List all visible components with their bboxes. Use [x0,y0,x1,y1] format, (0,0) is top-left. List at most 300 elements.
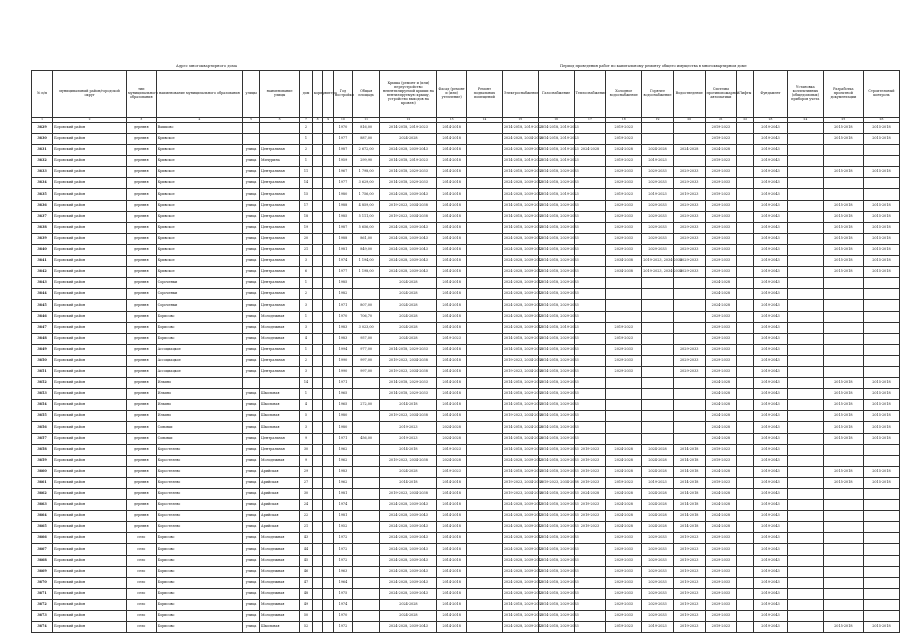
table-cell: 2019-2023, 2034-2038 [380,200,437,211]
table-cell: 2024-2028 [705,378,737,389]
table-cell [352,544,379,555]
row-number: 3634 [32,178,53,189]
table-cell: 2014-2018 [380,400,437,411]
table-cell: село [127,544,157,555]
table-cell: 2014-2018, 2029-2033 [538,500,574,511]
table-cell: 2019-2023, 2034-2038 [502,411,538,422]
table-cell [466,500,502,511]
table-cell: улица [243,400,260,411]
table-cell [466,366,502,377]
column-header: Год постройки [333,71,352,118]
table-cell: деревня [127,477,157,488]
table-cell: 2029-2033 [606,566,642,577]
row-number: 3672 [32,599,53,610]
table-cell: 2029-2033 [606,588,642,599]
table-cell: Боровский район [53,500,127,511]
table-cell [574,267,606,278]
table-cell: Центральная [260,145,300,156]
row-number: 3644 [32,289,53,300]
column-header: наименование улицы [260,71,300,118]
table-cell: Коростелево [156,522,243,533]
table-cell: 2029-2033 [642,222,674,233]
table-cell [737,244,754,255]
table-cell: 2019-2023 [606,333,642,344]
table-cell: Боровский район [53,322,127,333]
table-cell: 2024-2028, 2039-2043 [502,533,538,544]
table-cell: 2014-2018 [437,355,467,366]
table-cell: 1964 [333,577,352,588]
table-cell: 2014-2018 [437,555,467,566]
table-cell: 2014-2018, 2029-2033 [538,566,574,577]
table-cell: 2024-2028 [574,145,606,156]
table-cell: 2 [300,122,313,133]
table-cell: 1980 [333,411,352,422]
table-cell [466,244,502,255]
table-cell [574,278,606,289]
table-cell: Боровский район [53,267,127,278]
table-cell: 2024-2028 [606,444,642,455]
table-cell: 2029-2033 [705,233,737,244]
table-row [32,344,900,355]
table-cell [466,300,502,311]
table-cell: 2014-2018 [673,444,705,455]
table-cell [673,422,705,433]
table-cell [606,289,642,300]
table-cell: 1 [300,278,313,289]
table-cell [737,366,754,377]
table-cell: 2014-2018 [437,211,467,222]
table-cell [787,522,823,533]
table-cell: улица [243,544,260,555]
table-cell: 2014-2018, 2019-2023 [538,322,574,333]
table-cell: улица [243,622,260,633]
table-cell [466,355,502,366]
table-cell: 2029-2033 [705,322,737,333]
table-cell: 2019-2043 [754,500,788,511]
column-number: 23 [754,118,788,123]
table-cell: 2014-2018, 2029-2033 [538,511,574,522]
table-cell [787,366,823,377]
table-cell [642,411,674,422]
table-cell: 957,00 [352,333,379,344]
table-cell [787,322,823,333]
table-cell: 2019-2023, 2034-2038 [642,256,674,267]
table-cell [323,278,334,289]
table-cell: 2024-2028, 2039-2043 [380,522,437,533]
table-cell: 2024-2028, 2039-2043 [502,256,538,267]
column-number: 15 [502,118,538,123]
table-cell: 2014-2018, 2029-2033 [538,333,574,344]
table-row [32,444,900,455]
table-cell: Коростелево [156,455,243,466]
table-cell: село [127,533,157,544]
table-cell: 1 [300,311,313,322]
table-cell: 1 [300,134,313,145]
table-cell: 2024-2028 [705,389,737,400]
table-cell [466,222,502,233]
table-row [32,466,900,477]
table-cell: 2014-2018 [437,311,467,322]
table-cell [466,189,502,200]
table-cell [737,522,754,533]
column-number: 7 [300,118,313,123]
table-cell: улица [243,222,260,233]
row-number: 3659 [32,455,53,466]
table-cell: 2019-2043 [754,289,788,300]
table-row [32,577,900,588]
table-cell: 2029-2033 [705,611,737,622]
table-cell: Ассоциацкое [156,355,243,366]
table-cell: 2019-2023 [673,555,705,566]
table-cell: деревня [127,167,157,178]
table-cell: 2024-2028, 2034-2038 [502,134,538,145]
table-cell [323,311,334,322]
table-row [32,134,900,145]
column-header: № п/п [32,71,53,118]
table-cell: Молодежная [260,611,300,622]
table-cell: 2015-2018 [823,477,863,488]
table-cell [673,433,705,444]
table-cell [574,544,606,555]
table-cell: 2019-2023 [606,622,642,633]
table-cell: деревня [127,211,157,222]
table-cell [352,622,379,633]
table-cell [312,599,323,610]
table-cell: улица [243,267,260,278]
table-cell: Сороченки [156,289,243,300]
table-cell: 2029-2033 [606,222,642,233]
table-cell: 2024-2028 [380,300,437,311]
row-number: 3666 [32,533,53,544]
table-cell [737,455,754,466]
table-cell: 2014-2018, 2029-2033 [538,489,574,500]
table-cell: 2024-2028, 2039-2043 [380,544,437,555]
table-cell [606,389,642,400]
table-cell: 2024-2028 [705,522,737,533]
table-cell: деревня [127,156,157,167]
table-cell: деревня [127,189,157,200]
table-cell [737,444,754,455]
table-cell: 2019-2023 [642,477,674,488]
table-cell: 2015-2018 [823,134,863,145]
table-cell: 2014-2018, 2029-2033 [538,366,574,377]
table-cell: 1 756,00 [352,189,379,200]
table-cell: 1959 [333,156,352,167]
table-cell [787,267,823,278]
table-cell: 2029-2033 [642,599,674,610]
table-cell [312,555,323,566]
table-cell: 2014-2018, 2019-2023 [380,156,437,167]
table-cell [737,466,754,477]
table-cell [863,444,899,455]
table-cell: Кривское [156,156,243,167]
table-cell: 2029-2033 [606,544,642,555]
table-cell: 272,00 [352,400,379,411]
table-row [32,433,900,444]
table-cell [466,122,502,133]
table-cell: 2014-2018, 2029-2033 [538,444,574,455]
table-cell: 2014-2018, 2029-2033 [538,311,574,322]
table-cell: 1970 [333,311,352,322]
table-cell: 1975 [333,588,352,599]
table-cell: 2015-2018 [823,400,863,411]
table-cell [323,256,334,267]
table-cell: 2029-2033 [705,599,737,610]
table-cell: 2014-2018, 2019-2023 [502,156,538,167]
table-cell: 2014-2018 [673,466,705,477]
table-cell: деревня [127,311,157,322]
table-cell: 2029-2033 [673,244,705,255]
table-cell [323,145,334,156]
table-cell: 2014-2018 [673,477,705,488]
table-cell: 18 [300,211,313,222]
table-cell: 2014-2018, 2029-2033 [538,599,574,610]
table-cell: Боровский район [53,211,127,222]
table-cell: 2015-2018 [823,244,863,255]
table-cell: 2019-2043 [754,355,788,366]
table-cell [352,577,379,588]
table-cell: Школьная [260,422,300,433]
header-row [32,71,900,118]
table-cell: 2019-2023 [606,189,642,200]
table-cell: деревня [127,433,157,444]
table-cell: 1987 [333,145,352,156]
table-cell: 50 [300,611,313,622]
table-cell [823,189,863,200]
table-cell: 2019-2023 [574,511,606,522]
table-cell: 299,90 [352,156,379,167]
table-cell: 2019-2043 [754,311,788,322]
table-cell: 2024-2028, 2039-2043 [502,289,538,300]
column-header: Холодное водоснабжение [606,71,642,118]
table-cell [312,289,323,300]
table-cell [352,289,379,300]
table-cell [673,134,705,145]
row-number: 3649 [32,344,53,355]
table-cell: улица [243,256,260,267]
table-row [32,211,900,222]
table-cell: 2024-2028 [642,500,674,511]
table-cell [787,433,823,444]
table-cell: Кривское [156,189,243,200]
table-cell: Борисово [156,544,243,555]
table-cell [323,389,334,400]
table-cell: 2019-2043 [754,588,788,599]
table-cell: Центральная [260,211,300,222]
table-cell: село [127,588,157,599]
table-cell: 2019-2043 [754,533,788,544]
table-cell: деревня [127,344,157,355]
table-cell: 2015-2018 [823,233,863,244]
table-cell: 1952 [333,522,352,533]
table-cell: 2024-2028, 2039-2043 [380,145,437,156]
table-cell: 4 [300,333,313,344]
table-cell: Сороченки [156,278,243,289]
table-cell: Молодежная [260,555,300,566]
table-cell: 2015-2018 [863,167,899,178]
table-cell [737,200,754,211]
table-cell [642,122,674,133]
table-cell: 2014-2018, 2029-2033 [502,611,538,622]
table-cell: 2014-2018 [437,599,467,610]
table-cell: 2019-2023 [705,134,737,145]
table-cell [574,411,606,422]
table-cell: 2029-2033 [705,311,737,322]
table-cell: 2014-2018, 2029-2033 [538,300,574,311]
table-cell [737,322,754,333]
table-cell [574,333,606,344]
table-cell: 2024-2028 [705,422,737,433]
table-cell: Ильино [156,389,243,400]
table-cell [863,300,899,311]
table-cell [312,267,323,278]
table-cell: Боровский район [53,566,127,577]
table-cell: 2024-2028 [642,145,674,156]
table-cell: 3 023,00 [352,322,379,333]
table-cell [312,256,323,267]
table-cell: 2015-2018 [823,422,863,433]
table-cell: улица [243,311,260,322]
table-cell [574,378,606,389]
table-cell [312,333,323,344]
table-cell: 2019-2043 [754,378,788,389]
table-cell: 1981 [333,244,352,255]
table-cell: Совьяки [156,422,243,433]
table-cell: 2024-2028, 2039-2043 [380,577,437,588]
table-cell [466,145,502,156]
table-cell: 2014-2018 [437,588,467,599]
table-cell: 2029-2033 [673,366,705,377]
table-cell: Боровский район [53,156,127,167]
table-cell [863,511,899,522]
table-cell [787,577,823,588]
table-cell: 2014-2018 [437,500,467,511]
table-cell: 2024-2028 [642,511,674,522]
table-cell: 1962 [333,477,352,488]
table-cell: 2019-2043 [754,267,788,278]
table-cell: 2014-2018 [437,544,467,555]
table-cell [574,322,606,333]
table-cell [312,122,323,133]
table-cell: 2019-2043 [754,511,788,522]
table-cell [863,311,899,322]
table-cell: Молодежная [260,588,300,599]
column-number: 1 [32,118,53,123]
table-cell: 1963 [333,566,352,577]
table-cell [787,244,823,255]
table-cell: 2015-2018 [863,422,899,433]
table-cell: улица [243,156,260,167]
table-cell [323,366,334,377]
table-cell [823,156,863,167]
table-cell [737,256,754,267]
table-cell: улица [243,422,260,433]
table-cell: 2014-2018, 2029-2033 [538,355,574,366]
table-cell [787,378,823,389]
table-cell [737,333,754,344]
table-cell: 2024-2028, 2039-2043 [502,577,538,588]
table-cell [466,411,502,422]
table-cell [863,366,899,377]
table-cell: Кривское [156,178,243,189]
table-cell: 2014-2018, 2029-2033 [538,555,574,566]
table-cell: Совьяки [156,433,243,444]
table-cell [642,355,674,366]
table-row [32,289,900,300]
table-cell [466,311,502,322]
table-cell: Молодежная [260,577,300,588]
table-cell [642,400,674,411]
table-cell [863,156,899,167]
table-cell: 2014-2018, 2029-2033 [538,267,574,278]
table-row [32,278,900,289]
table-cell: 2024-2028 [574,489,606,500]
table-cell [323,622,334,633]
table-cell: 2019-2043 [754,344,788,355]
table-cell: 997,00 [352,355,379,366]
table-cell [737,622,754,633]
table-cell: 15 [300,189,313,200]
table-cell: Школьная [260,400,300,411]
table-cell: Боровский район [53,378,127,389]
table-cell [823,278,863,289]
table-cell: 2019-2023 [705,455,737,466]
table-cell: деревня [127,422,157,433]
table-cell: 2019-2023 [705,189,737,200]
table-cell: 2019-2023, 2034-2038 [380,366,437,377]
table-cell [673,389,705,400]
table-row [32,267,900,278]
table-cell [312,156,323,167]
table-cell: 2014-2018, 2029-2033 [538,400,574,411]
table-cell [863,333,899,344]
table-cell: 2014-2018 [437,122,467,133]
table-cell [737,189,754,200]
table-cell [466,200,502,211]
table-cell [574,167,606,178]
table-cell [243,378,260,389]
table-cell: деревня [127,355,157,366]
table-cell: 2019-2023 [673,611,705,622]
table-row [32,500,900,511]
table-cell: деревня [127,122,157,133]
table-cell [352,422,379,433]
table-cell: Борисово [156,577,243,588]
table-cell: 2014-2018 [437,577,467,588]
table-cell: 2014-2018 [437,366,467,377]
column-number: 21 [705,118,737,123]
table-cell [466,522,502,533]
column-number: 24 [787,118,823,123]
table-cell [312,178,323,189]
table-cell: Центральная [260,366,300,377]
table-cell: 2014-2018, 2029-2033 [538,278,574,289]
table-cell [673,400,705,411]
table-cell: 49 [300,599,313,610]
table-cell [312,500,323,511]
table-cell: 861,00 [352,233,379,244]
table-cell: 706,70 [352,311,379,322]
table-cell: 1988 [333,233,352,244]
table-cell: 2014-2018, 2029-2033 [380,344,437,355]
table-cell [737,544,754,555]
table-cell: 1988 [333,200,352,211]
table-cell: 2019-2023 [437,466,467,477]
column-header: Теплоснабжение [574,71,606,118]
table-cell: 2014-2018, 2019-2023 [538,156,574,167]
table-cell: 2019-2043 [754,178,788,189]
table-cell: 4 859,00 [352,200,379,211]
